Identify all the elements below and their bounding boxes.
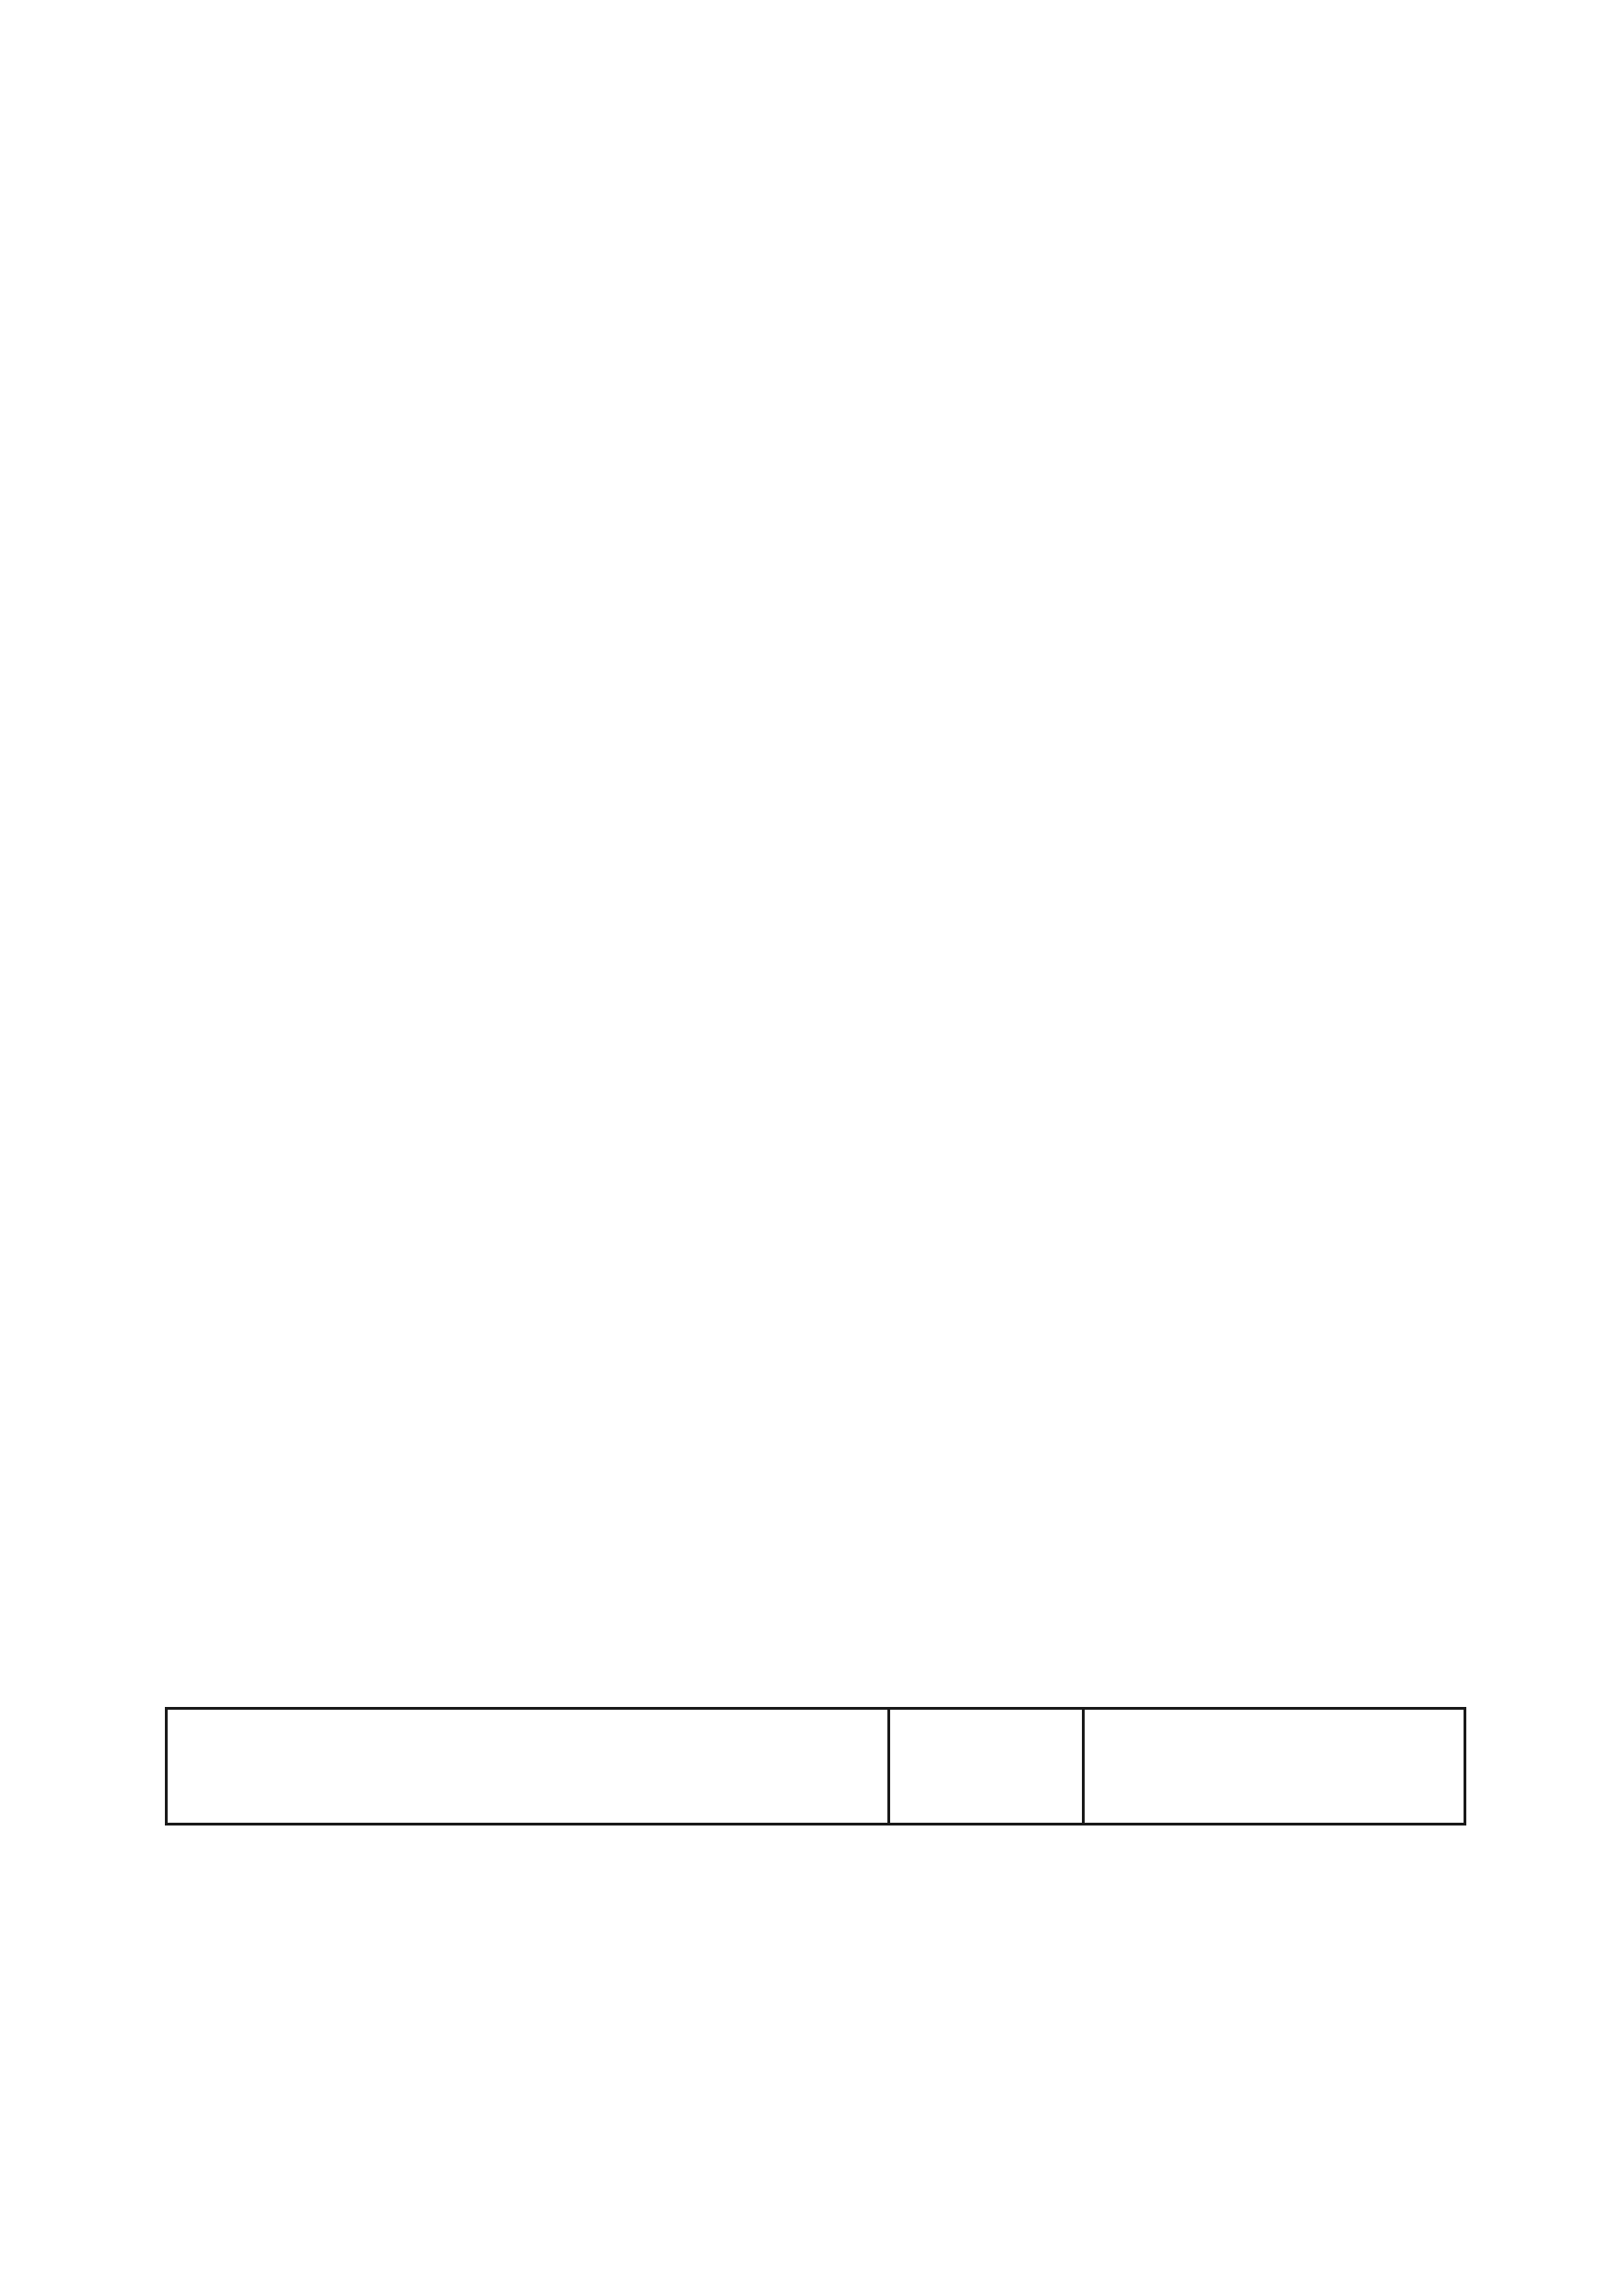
header-component [167, 1709, 889, 1825]
error-limits-table [165, 1707, 1466, 1826]
header-symbol [889, 1709, 1084, 1825]
header-limit [1083, 1709, 1464, 1825]
